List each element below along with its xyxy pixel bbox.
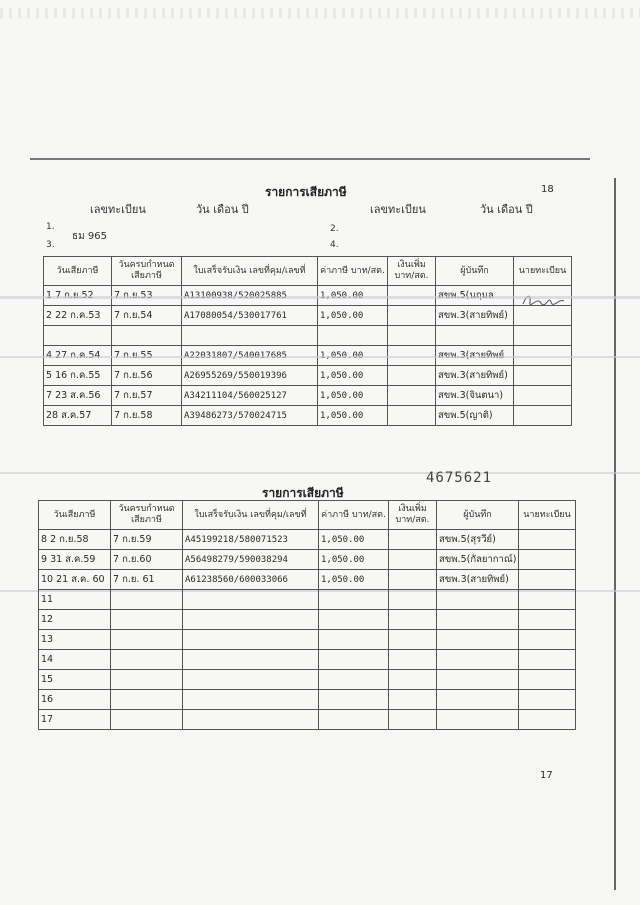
paid-date-cell (44, 306, 112, 326)
table-row (44, 406, 572, 426)
paid-date-cell (39, 690, 111, 710)
recorder-cell (437, 650, 519, 670)
tax-cell (319, 530, 389, 550)
extra-cell (389, 590, 437, 610)
reg-line-2: 2. (330, 224, 339, 234)
tax-cell (318, 326, 388, 346)
due-date-value: 7 ก.ย. 61 (113, 574, 155, 585)
scan-artifact-line-2 (0, 356, 640, 358)
paid-date-cell (39, 550, 111, 570)
page-top-border (30, 158, 590, 160)
recorder-value: สขพ.3(สายทิพย์) (439, 574, 509, 585)
due-date-cell (111, 690, 183, 710)
paid-date-value: 2 ก.ย.58 (50, 534, 89, 545)
recorder-cell (436, 366, 514, 386)
extra-cell (389, 550, 437, 570)
col-header-receipt: ใบเสร็จรับเงิน เลขที่คุม/เลขที่ (183, 501, 319, 530)
page-right-border (614, 178, 616, 890)
reg-line-4: 4. (330, 240, 339, 250)
registrar-cell (519, 650, 576, 670)
receipt-cell (183, 610, 319, 630)
tax-cell (318, 386, 388, 406)
col-header-paid-date: วันเสียภาษี (44, 257, 112, 286)
row-index: 10 (41, 574, 54, 585)
recorder-cell (436, 326, 514, 346)
due-date-value: 7 ก.ย.56 (114, 370, 153, 381)
scan-artifact-line-1 (0, 296, 640, 299)
receipt-value: A45199218/580071523 (185, 534, 288, 545)
registrar-cell (519, 550, 576, 570)
receipt-value: A34211104/560025127 (184, 390, 287, 401)
due-date-cell (111, 570, 183, 590)
due-date-cell (111, 530, 183, 550)
row-index: 13 (41, 634, 54, 645)
receipt-cell (183, 590, 319, 610)
paid-date-cell (39, 590, 111, 610)
receipt-value: A56498279/590038294 (185, 554, 288, 565)
due-date-cell (112, 386, 182, 406)
recorder-value: สขพ.5(สุรวีย์) (439, 534, 496, 545)
tax-cell (319, 630, 389, 650)
col-header-paid-date: วันเสียภาษี (39, 501, 111, 530)
tax-table-1 (43, 256, 572, 426)
section1-page-number: 18 (541, 184, 554, 195)
row-index: 17 (41, 714, 54, 725)
col-header-tax: ค่าภาษี บาท/สต. (319, 501, 389, 530)
paid-date-cell (39, 670, 111, 690)
table-row (39, 590, 576, 610)
table-row (39, 710, 576, 730)
row-index: 9 (41, 554, 48, 565)
paid-date-cell (39, 630, 111, 650)
row-index: 2 (46, 310, 53, 321)
section2-title: รายการเสียภาษี (262, 486, 344, 500)
tax-cell (319, 710, 389, 730)
table-row (44, 386, 572, 406)
extra-cell (389, 530, 437, 550)
recorder-value: สขพ.3(จินตนา) (438, 390, 504, 401)
reg-line-3: 3. (46, 240, 55, 250)
col-header-recorder: ผู้บันทึก (436, 257, 514, 286)
tax-value: 1,050.00 (320, 410, 364, 421)
paid-date-cell (44, 386, 112, 406)
paid-date-value: 23 ส.ค.56 (55, 390, 101, 401)
extra-cell (388, 386, 436, 406)
recorder-cell (436, 406, 514, 426)
receipt-cell (183, 530, 319, 550)
row-index: 16 (41, 694, 54, 705)
registrar-cell (519, 530, 576, 550)
registrar-cell (519, 610, 576, 630)
receipt-cell (183, 630, 319, 650)
col-header-due-date: วันครบกำหนด เสียภาษี (111, 501, 183, 530)
tax-value: 1,050.00 (320, 310, 364, 321)
due-date-value: 7 ก.ย.60 (113, 554, 152, 565)
registrar-cell (519, 670, 576, 690)
scan-artifact-line-3 (0, 472, 640, 474)
header-date-label: วัน เดือน ปี (196, 203, 249, 216)
paid-date-cell (39, 570, 111, 590)
reg-value-1: ธม 965 (72, 231, 107, 242)
due-date-cell (111, 550, 183, 570)
table-row (39, 690, 576, 710)
row-index: 8 (41, 534, 48, 545)
table-row (44, 326, 572, 346)
reg-line-1: 1. (46, 222, 55, 232)
col-header-recorder: ผู้บันทึก (437, 501, 519, 530)
registrar-cell (519, 690, 576, 710)
tax-cell (319, 650, 389, 670)
extra-cell (388, 406, 436, 426)
tax-cell (319, 690, 389, 710)
receipt-cell (182, 386, 318, 406)
table2-header-row (39, 501, 576, 530)
registrar-cell (519, 630, 576, 650)
section1-title: รายการเสียภาษี (265, 185, 347, 199)
paid-date-cell (39, 650, 111, 670)
recorder-value: สขพ.3(สายทิพย์) (438, 370, 508, 381)
header-registration-label-2: เลขทะเบียน (370, 203, 426, 216)
due-date-cell (112, 306, 182, 326)
registrar-cell (519, 590, 576, 610)
extra-cell (389, 570, 437, 590)
tax-cell (318, 306, 388, 326)
paid-date-value: 31 ส.ค.59 (50, 554, 96, 565)
registrar-cell (519, 710, 576, 730)
section2-page-number: 17 (540, 770, 553, 781)
paid-date-cell (44, 406, 112, 426)
registrar-signature-icon (521, 292, 566, 308)
table-row (39, 630, 576, 650)
tax-cell (319, 590, 389, 610)
paid-date-value: 22 ก.ค.53 (55, 310, 101, 321)
recorder-cell (437, 590, 519, 610)
extra-cell (388, 306, 436, 326)
due-date-cell (111, 650, 183, 670)
extra-cell (389, 630, 437, 650)
recorder-cell (437, 530, 519, 550)
due-date-cell (112, 326, 182, 346)
table-row (39, 570, 576, 590)
recorder-cell (436, 386, 514, 406)
paid-date-cell (44, 326, 112, 346)
table-row (39, 670, 576, 690)
table-row (39, 610, 576, 630)
paid-date-cell (39, 530, 111, 550)
receipt-value: A61238560/600033066 (185, 574, 288, 585)
col-header-due-date: วันครบกำหนด เสียภาษี (112, 257, 182, 286)
due-date-value: 7 ก.ย.57 (114, 390, 153, 401)
receipt-cell (183, 550, 319, 570)
extra-cell (389, 710, 437, 730)
tax-value: 1,050.00 (320, 370, 364, 381)
due-date-value: 7 ก.ย.58 (114, 410, 153, 421)
col-header-receipt: ใบเสร็จรับเงิน เลขที่คุม/เลขที่ (182, 257, 318, 286)
receipt-cell (182, 366, 318, 386)
due-date-value: 7 ก.ย.54 (114, 310, 153, 321)
due-date-cell (112, 366, 182, 386)
due-date-cell (111, 590, 183, 610)
registrar-cell (514, 306, 572, 326)
receipt-cell (183, 710, 319, 730)
col-header-registrar: นายทะเบียน (519, 501, 576, 530)
col-header-extra: เงินเพิ่ม บาท/สต. (388, 257, 436, 286)
row-index: 12 (41, 614, 54, 625)
recorder-cell (436, 306, 514, 326)
extra-cell (388, 326, 436, 346)
due-date-cell (111, 670, 183, 690)
row-index: 14 (41, 654, 54, 665)
receipt-cell (183, 670, 319, 690)
tax-cell (318, 366, 388, 386)
paid-date-cell (44, 366, 112, 386)
paid-date-value: 21 ส.ค. 60 (56, 574, 105, 585)
tax-value: 1,050.00 (320, 390, 364, 401)
tax-cell (319, 670, 389, 690)
extra-cell (388, 366, 436, 386)
tax-value: 1,050.00 (321, 554, 365, 565)
header-date-label-2: วัน เดือน ปี (480, 203, 533, 216)
receipt-cell (183, 570, 319, 590)
receipt-cell (182, 326, 318, 346)
paid-date-cell (39, 710, 111, 730)
tax-cell (319, 570, 389, 590)
receipt-cell (182, 406, 318, 426)
stamp-number: 4675621 (426, 470, 493, 486)
due-date-cell (112, 406, 182, 426)
tax-cell (318, 406, 388, 426)
col-header-tax: ค่าภาษี บาท/สต. (318, 257, 388, 286)
registrar-cell (514, 326, 572, 346)
recorder-cell (437, 570, 519, 590)
recorder-cell (437, 670, 519, 690)
tax-value: 1,050.00 (321, 534, 365, 545)
recorder-cell (437, 690, 519, 710)
table-row (39, 550, 576, 570)
receipt-cell (182, 306, 318, 326)
due-date-cell (111, 630, 183, 650)
tax-value: 1,050.00 (321, 574, 365, 585)
tax-cell (319, 550, 389, 570)
recorder-cell (437, 630, 519, 650)
col-header-extra: เงินเพิ่ม บาท/สต. (389, 501, 437, 530)
recorder-cell (437, 710, 519, 730)
table-row (39, 650, 576, 670)
receipt-value: A26955269/550019396 (184, 370, 287, 381)
row-index: 7 (46, 390, 53, 401)
due-date-cell (111, 610, 183, 630)
table-row (39, 530, 576, 550)
row-index: 11 (41, 594, 54, 605)
tax-cell (319, 610, 389, 630)
recorder-value: สขพ.5(กัลยากาณ์) (439, 554, 517, 565)
row-index: 15 (41, 674, 54, 685)
due-date-value: 7 ก.ย.59 (113, 534, 152, 545)
paid-date-cell (39, 610, 111, 630)
header-registration-label: เลขทะเบียน (90, 203, 146, 216)
table-row (44, 366, 572, 386)
paid-date-value: 28 ส.ค.57 (46, 410, 92, 421)
registrar-cell (514, 366, 572, 386)
extra-cell (389, 650, 437, 670)
receipt-value: A39486273/570024715 (184, 410, 287, 421)
receipt-cell (183, 650, 319, 670)
table-row (44, 306, 572, 326)
recorder-value: สขพ.5(ญาติ) (438, 410, 493, 421)
recorder-cell (437, 610, 519, 630)
row-index: 5 (46, 370, 53, 381)
registrar-cell (514, 406, 572, 426)
scan-noise-top (0, 8, 640, 18)
extra-cell (389, 690, 437, 710)
registrar-cell (514, 386, 572, 406)
table1-header-row (44, 257, 572, 286)
tax-table-2 (38, 500, 576, 730)
paid-date-value: 16 ก.ค.55 (55, 370, 101, 381)
col-header-registrar: นายทะเบียน (514, 257, 572, 286)
receipt-value: A17080054/530017761 (184, 310, 287, 321)
recorder-value: สขพ.3(สายทิพย์) (438, 310, 508, 321)
receipt-cell (183, 690, 319, 710)
extra-cell (389, 670, 437, 690)
due-date-cell (111, 710, 183, 730)
recorder-cell (437, 550, 519, 570)
registrar-cell (519, 570, 576, 590)
extra-cell (389, 610, 437, 630)
